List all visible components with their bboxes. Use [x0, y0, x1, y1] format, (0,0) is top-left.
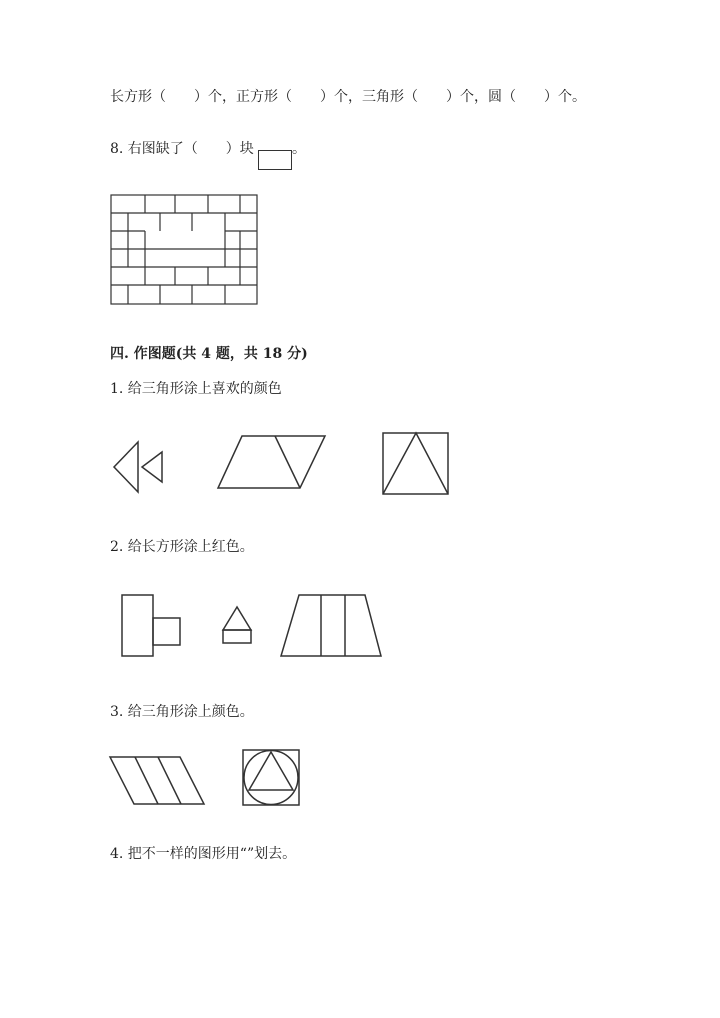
section-4-title: 四. 作图题(共 4 题，共 18 分) [110, 346, 308, 362]
question-1: 1. 给三角形涂上喜欢的颜色 [110, 381, 282, 397]
count-question: 长方形（ ）个，正方形（ ）个，三角形（ ）个，圆（ ）个。 [110, 89, 586, 105]
question-3: 3. 给三角形涂上颜色。 [110, 704, 254, 720]
question-8: 8. 右图缺了（ ）块 [110, 141, 254, 157]
question-8-end: 。 [292, 141, 306, 157]
question-2: 2. 给长方形涂上红色。 [110, 539, 254, 555]
question-4: 4. 把不一样的图形用“”划去。 [110, 846, 297, 862]
